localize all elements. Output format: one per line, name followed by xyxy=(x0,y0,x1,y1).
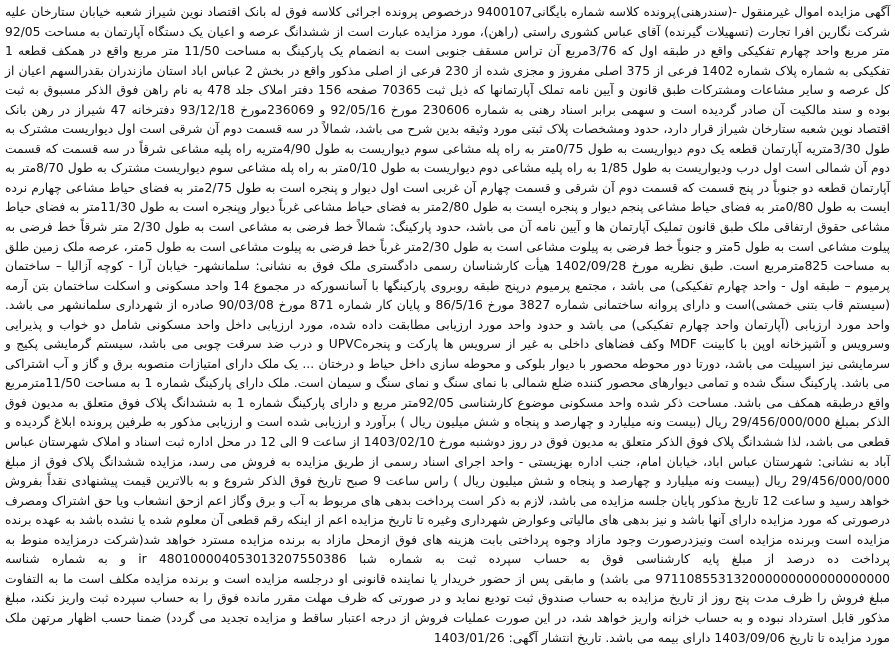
auction-notice-text: آگهی مزایده اموال غیرمنقول -(سندرهنی)پرونده کلاسه شماره بایگانی9400107 درخصوص پرونده اجرائی کلاسه فوق له بانک اقتصاد نوین شیراز شعبه خیابان ستارخان علیه شرکت نگارین افرا تجارت (تسهیلات گیرنده) آقای عباس کشوری راستی (راهن)، مورد مزایده عبارت است از ششدانگ عرصه و اعیان یک دستگاه آپارتمان به مساحت 92/05 متر مربع واحد چهارم تفکیکی واقع در طبقه اول که 3/76مربع آن تراس مسقف جنوبی است به انضمام یک پارکینگ به مساحت 11/50 متر مربع واقع در همکف قطعه 1 تفکیکی به شماره پلاک شماره 1402 فرعی از 375 اصلی مفروز و مجزی شده از 230 فرعی از اصلی مذکور واقع در بخش 2 عباس اباد استان مازندران بقدرالسهم اعیان از کل عرصه و سایر مشاعات ومشترکات طبق قانون و آیین نامه تملک آپارتمانها که ذیل ثبت 70365 صفحه 156 دفتر املاک جلد 478 به نام راهن فوق الذکر مسبوق به ثبت بوده و سند مالکیت آن صادر گردیده است و سهمی برابر اسناد رهنی به شماره 230606 مورخ 92/05/16 و 236069مورخ 93/12/18 دفترخانه 47 شیراز در رهن بانک اقتصاد نوین شعبه ستارخان شیراز قرار دارد، حدود ومشخصات پلاک ثبتی مورد وثیقه بدین شرح می باشد، شمالاً در سه قسمت دوم آن شرقی است اول دیواریست مشترک به طول 3/30متریه آپارتمان قطعه یک دوم دیواریست به طول 0/75متر به راه پله مشاعی سوم دیواریست به طول 4/90متریه راه پلیه مشاعی شرقاً در سه قسمت که قسمت دوم آن شمالی است اول درب ودیواریست به طول 1/85 به راه پلیه مشاعی دوم دیواریست به طول 0/10متر به راه پله مشاعی سوم دیواریست مشترک به طول 8/70متر به آپارتمان قطعه دو جنوباً در پنج قسمت که قسمت دوم آن شرقی و قسمت چهارم آن غربی است اول دیوار و پنجره است به طول 2/75متر به فضای حیاط مشاعی چهارم نرده ایست به طول 0/80متر به فضای حیاط مشاعی پنجم دیوار و پنجره ایست به طول 2/80متر به فضای حیاط مشاعی غرباً دیوار وپنجره است به طول 11/30متر به فضای حیاط مشاعی حقوق ارتفاقی ملک طبق قانون تملیک آپارتمان ها و آیین نامه آن می باشد، حدود پارکینگ: شمالاً خط فرضی به مشاعی است به طول 2/30 متر شرقاً خط فرضی به پیلوت مشاعی است به طول 5متر و جنوباً خط فرضی به پیلوت مشاعی است به طول 2/30متر غرباً خط فرضی به پیلوت مشاعی است به طول 5متر، عرصه ملک زمین طلق به مساحت 825مترمربع است. طبق نظریه مورخ 1402/09/28 هیأت کارشناسان رسمی دادگستری ملک فوق به نشانی: سلمانشهر- خیابان آرا - کوچه آزالیا – ساختمان پرمیوم – طبقه اول - واحد چهارم تفکیکی) می باشد ، مجتمع پرمیوم درپنج طبقه روبروی پارکینگها با آسانسورکه در مجموع 14 واحد مسکونی و اسکلت ساختمان بتن آرمه (سیستم قاب بتنی خمشی)است و دارای پروانه ساختمانی شماره 3827 مورخ 86/5/16 و پایان کار شماره 871 مورخ 90/03/08 صادره از شهرداری سلمانشهر می باشد. واحد مورد ارزیابی (آپارتمان واحد چهارم تفکیکی) می باشد و حدود واحد مورد ارزیابی مطابقت داده شده، مورد ارزیابی داخل واحد مسکونی شامل دو خواب و پذیرایی وسرویس و آشپزخانه اوپن با کابینت MDF وکف فضاهای داخلی به غیر از سرویس ها پارکت و پنجرهUPVC و درب ضد سرقت چوبی می باشد، سیستم گرمایشی پکیج و سرمایشی نیز اسپیلت می باشد، دورتا دور محوطه محصور با دیوار بلوکی و محوطه سازی داخل حیاط و درختان ... یک ملک دارای امتیازات منصوبه برق و گاز و آب اشتراکی می باشد. پارکینگ سنگ شده و تمامی دیوارهای محصور کننده ضلع شمالی با نمای سنگ و نمای سنگ و سیمان است. ملک دارای پارکینگ شماره 1 به مساحت 11/50مترمربع واقع درطبقه همکف می باشد. مساحت ذکر شده واحد مسکونی موضوع کارشناسی 92/05متر مربع و دارای پارکینگ شماره 1 به ششدانگ پلاک فوق متعلق به مدیون فوق الذکر بمبلغ 29/456/000/000 ریال (بیست ونه میلیارد و چهارصد و پنجاه و شش میلیون ریال ) برآورد و ارزیابی شده است و ارزیابی مذکور به طرفین پرونده ابلاغ گردیده و قطعی می باشد، لذا ششدانگ پلاک فوق الذکر متعلق به مدیون فوق در روز دوشنبه مورخ 1403/02/10 از ساعت 9 الی 12 در محل اداره ثبت اسناد و املاک شهرستان عباس آباد به نشانی: شهرستان عباس اباد، خیابان امام، جنب اداره بهزیستی - واحد اجرای اسناد رسمی از طریق مزایده به فروش می رسد، مزایده ششدانگ پلاک فوق از مبلغ 29/456/000/000 ریال (بیست ونه میلیارد و چهارصد و پنجاه و شش میلیون ریال ) راس ساعت 9 صبح تاریخ فوق الذکر شروع و به بالاترین قیمت پیشنهادی نقداً بفروش خواهد رسید و ساعت 12 تاریخ مذکور پایان جلسه مزایده می باشد، لازم به ذکر است پرداخت بدهی های مربوط به آب و برق وگاز اعم ازحق انشعاب ویا حق اشتراک ومصرف درصورتی که مورد مزایده دارای آنها باشد و نیز بدهی های مالیاتی وعوارض شهرداری وغیره تا تاریخ مزایده اعم از اینکه رقم قطعی آن معلوم شده یا نشده باشد به عهده برنده مزایده است وبرنده مزایده است ونیزدرصورت وجود مازاد وجوه پرداختی بابت هزینه های فوق ازمحل مازاد به برنده مزایده مسترد خواهد شد(شرکت درمزایده منوط به پرداخت ده درصد از مبلغ پایه کارشناسی فوق به حساب سپرده ثبت به شماره شبا ir 480100004053013207550386 و به شماره شناسه 971108553132000000000000000000 می باشد) و مابقی پس از حضور خریدار یا نماینده قانونی او درجلسه مزایده است و برنده مزایده مکلف است ما به التفاوت مبلغ فروش را ظرف مدت پنج روز از تاریخ مزایده به حساب صندوق ثبت تودیع نماید و در صورتی که ظرف مهلت مقرر مانده فوق را به حساب سپرده ثبت واریز نکند، مبلغ مذکور قابل استرداد نبوده و به حساب خزانه واریز خواهد شد، در این صورت عملیات فروش از درجه اعتبار ساقط و مزایده تجدید می گردد) ضمنا حسب اظهار مرتهن ملک مورد مزایده تا تاریخ 1403/09/06 دارای بیمه می باشد. تاریخ انتشار آگهی: 1403/01/26 xyxy=(4,5,891,645)
